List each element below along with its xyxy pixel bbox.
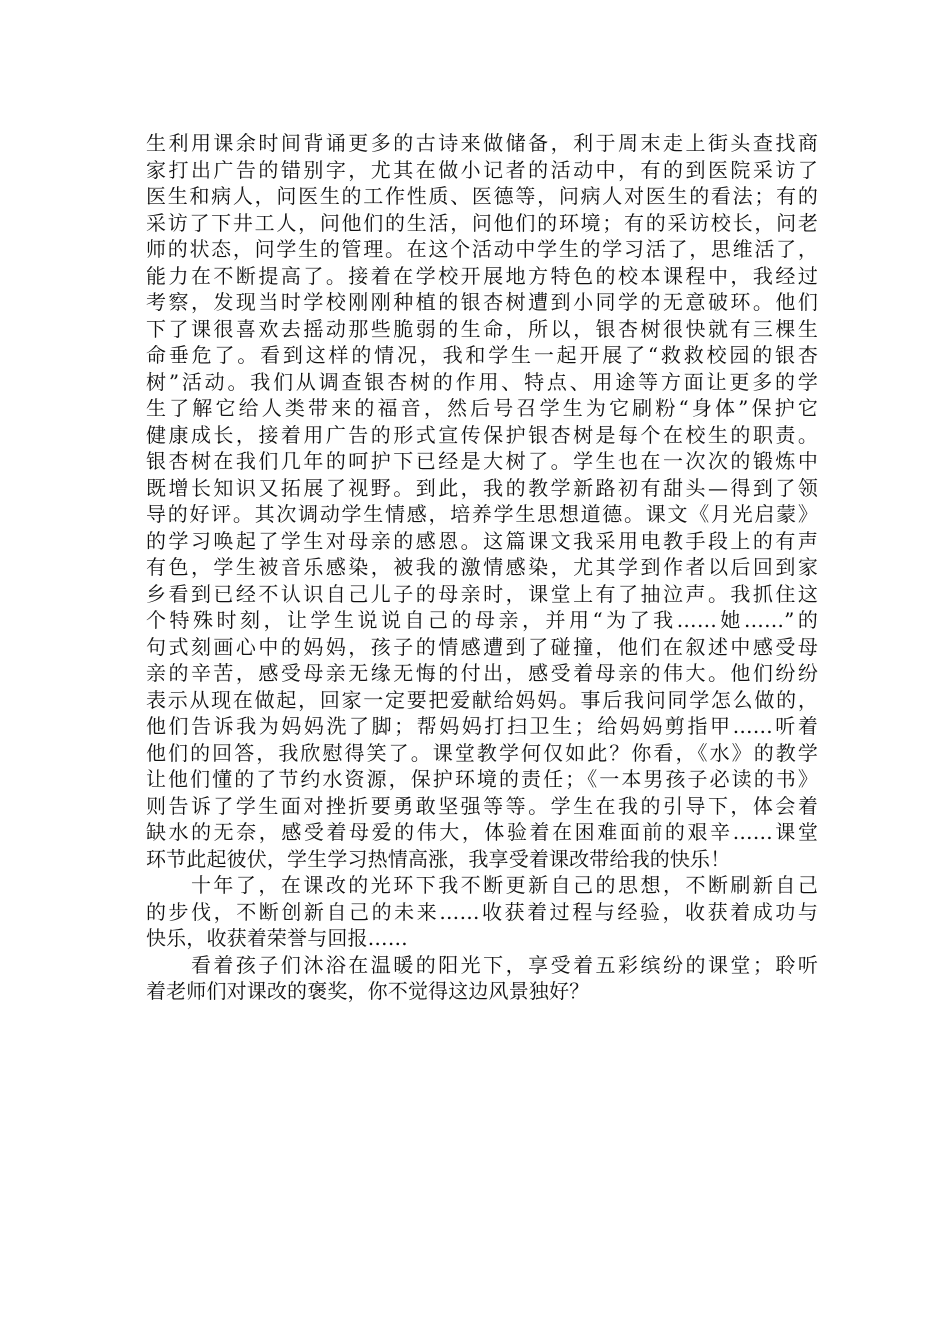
text-line: 导的好评。其次调动学生情感，培养学生思想道德。课文《月光启蒙》 <box>146 502 818 526</box>
text-line: 有色，学生被音乐感染，被我的激情感染，尤其学到作者以后回到家 <box>146 555 818 579</box>
text-line: 缺水的无奈，感受着母爱的伟大，体验着在困难面前的艰辛……课堂 <box>146 820 818 844</box>
text-line: 健康成长，接着用广告的形式宣传保护银杏树是每个在校生的职责。 <box>146 422 818 447</box>
paragraph <box>146 952 818 1005</box>
document-body <box>146 130 818 1005</box>
text-line: 能力在不断提高了。接着在学校开展地方特色的校本课程中，我经过 <box>146 263 818 288</box>
text-line: 十年了，在课改的光环下我不断更新自己的思想，不断刷新自己 <box>146 873 818 897</box>
text-line: 表示从现在做起，回家一定要把爱献给妈妈。事后我问同学怎么做的， <box>146 687 818 712</box>
text-line: 采访了下井工人，问他们的生活，问他们的环境；有的采访校长，问老 <box>146 210 818 235</box>
text-line: 亲的辛苦，感受母亲无缘无悔的付出，感受着母亲的伟大。他们纷纷 <box>146 661 818 685</box>
text-line: 让他们懂的了节约水资源，保护环境的责任；《一本男孩子必读的书》 <box>146 767 818 791</box>
text-line: 生利用课余时间背诵更多的古诗来做储备，利于周末走上街头查找商 <box>146 131 818 155</box>
text-line: 个特殊时刻，让学生说说自己的母亲，并用“为了我……她……”的 <box>146 608 818 632</box>
text-line: 下了课很喜欢去摇动那些脆弱的生命，所以，银杏树很快就有三棵生 <box>146 316 818 341</box>
text-line: 的步伐，不断创新自己的未来……收获着过程与经验，收获着成功与 <box>146 899 818 924</box>
text-line: 命垂危了。看到这样的情况，我和学生一起开展了“救救校园的银杏 <box>146 343 818 367</box>
text-line: 医生和病人，问医生的工作性质、医德等，问病人对医生的看法；有的 <box>146 184 818 208</box>
text-line: 着老师们对课改的褒奖，你不觉得这边风景独好？ <box>146 979 590 1003</box>
text-line: 快乐，收获着荣誉与回报…… <box>146 926 408 950</box>
text-line: 看着孩子们沐浴在温暖的阳光下，享受着五彩缤纷的课堂；聆听 <box>146 952 818 977</box>
text-line: 则告诉了学生面对挫折要勇敢坚强等等。学生在我的引导下，体会着 <box>146 793 818 818</box>
text-line: 乡看到已经不认识自己儿子的母亲时，课堂上有了抽泣声。我抓住这 <box>146 581 818 606</box>
paragraph <box>146 130 818 872</box>
paragraph <box>146 872 818 952</box>
text-line: 环节此起彼伏，学生学习热情高涨，我享受着课改带给我的快乐！ <box>146 846 731 871</box>
text-line: 家打出广告的错别字，尤其在做小记者的活动中，有的到医院采访了 <box>146 157 818 182</box>
text-line: 既增长知识又拓展了视野。到此，我的教学新路初有甜头—得到了领 <box>146 475 818 500</box>
text-line: 考察，发现当时学校刚刚种植的银杏树遭到小同学的无意破环。他们 <box>146 290 818 314</box>
text-line: 的学习唤起了学生对母亲的感恩。这篇课文我采用电教手段上的有声 <box>146 528 818 553</box>
text-line: 树”活动。我们从调查银杏树的作用、特点、用途等方面让更多的学 <box>146 369 818 394</box>
text-line: 生了解它给人类带来的福音，然后号召学生为它刷粉“身体”保护它 <box>146 396 818 420</box>
text-line: 他们告诉我为妈妈洗了脚；帮妈妈打扫卫生；给妈妈剪指甲……听着 <box>146 714 818 738</box>
text-line: 银杏树在我们几年的呵护下已经是大树了。学生也在一次次的锻炼中 <box>146 449 818 473</box>
text-line: 句式刻画心中的妈妈，孩子的情感遭到了碰撞，他们在叙述中感受母 <box>146 634 818 659</box>
text-line: 他们的回答，我欣慰得笑了。课堂教学何仅如此？你看，《水》的教学 <box>146 740 818 765</box>
text-line: 师的状态，问学生的管理。在这个活动中学生的学习活了，思维活了， <box>146 237 818 261</box>
